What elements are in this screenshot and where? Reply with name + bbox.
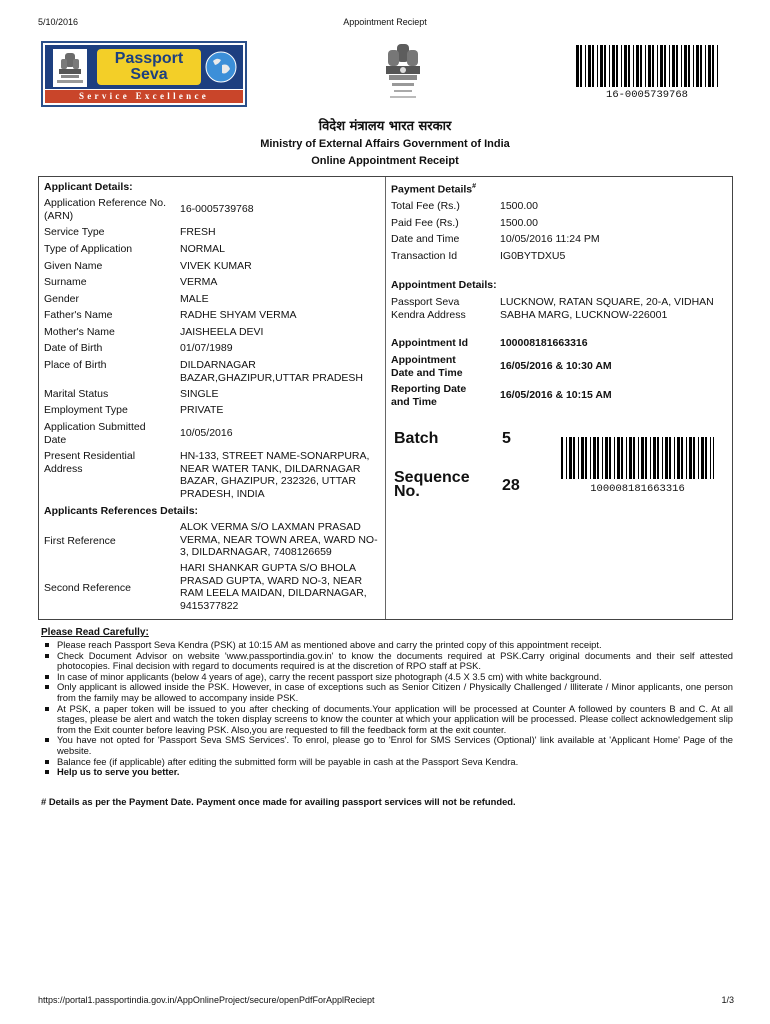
appointment-barcode-number: 100008181663316 — [590, 483, 685, 495]
employment-type-value: PRIVATE — [180, 404, 224, 416]
dob-value: 01/07/1989 — [180, 342, 233, 354]
barcode-bar — [629, 437, 632, 479]
ashoka-emblem-icon — [53, 49, 87, 87]
barcode-bar — [573, 437, 575, 479]
mother-name-value: JAISHEELA DEVI — [180, 326, 264, 338]
barcode-bar — [609, 437, 611, 479]
barcode-bar — [621, 437, 623, 479]
barcode-bar — [669, 437, 671, 479]
barcode-bar — [633, 45, 634, 87]
barcode-bar — [660, 45, 663, 87]
barcode-bar — [624, 45, 627, 87]
print-url: https://portal1.passportindia.gov.in/AppOnlineProject/secure/openPdfForApplReciept — [38, 995, 375, 1005]
national-emblem-icon — [372, 38, 434, 108]
print-title: Appointment Reciept — [343, 17, 427, 27]
barcode-bar — [581, 437, 584, 479]
barcode-bar — [588, 45, 591, 87]
total-fee-value: 1500.00 — [500, 200, 538, 212]
payment-note: # Details as per the Payment Date. Payment once made for availing passport services will not be refunded. — [41, 796, 516, 807]
instructions-list — [40, 640, 733, 778]
payment-datetime-label: Date and Time — [391, 233, 460, 245]
print-date: 5/10/2016 — [38, 17, 79, 27]
ministry-title: Ministry of External Affairs Government of India — [260, 138, 510, 150]
surname-label: Surname — [44, 276, 87, 288]
barcode-bar — [676, 45, 678, 87]
barcode-bar — [698, 437, 699, 479]
applicant-details-title: Applicant Details: — [44, 181, 133, 193]
barcode-bar — [561, 437, 563, 479]
psk-address-label: Passport Seva Kendra Address — [391, 296, 466, 321]
barcode-bar — [612, 45, 615, 87]
first-reference-label: First Reference — [44, 535, 116, 547]
barcode-bar — [665, 437, 668, 479]
barcode-bar — [638, 437, 639, 479]
payment-details-title: Payment Details# — [391, 183, 477, 196]
receipt-title: Online Appointment Receipt — [311, 155, 459, 167]
paid-fee-value: 1500.00 — [500, 217, 538, 229]
logo-name: Passport Seva — [97, 49, 201, 85]
transaction-id-value: IG0BYTDXU5 — [500, 250, 566, 262]
sequence-value: 28 — [502, 477, 520, 494]
dob-label: Date of Birth — [44, 342, 103, 354]
globe-icon — [205, 51, 237, 83]
barcode-bar — [617, 437, 620, 479]
application-type-value: NORMAL — [180, 243, 225, 255]
barcode-bar — [684, 45, 687, 87]
barcode-bar — [648, 45, 651, 87]
barcode-bar — [593, 437, 596, 479]
barcode-bar — [700, 45, 702, 87]
marital-status-value: SINGLE — [180, 388, 219, 400]
barcode-bar — [681, 437, 683, 479]
column-divider — [385, 177, 386, 619]
barcode-bar — [686, 437, 687, 479]
barcode-bar — [657, 437, 659, 479]
barcode-bar — [569, 437, 572, 479]
logo-tagline: Service Excellence — [45, 90, 243, 103]
batch-label: Batch — [394, 430, 439, 447]
service-type-value: FRESH — [180, 226, 216, 238]
reporting-datetime-label: Reporting Date and Time — [391, 383, 467, 408]
barcode-bar — [650, 437, 651, 479]
instruction-item: Help us to serve you better. — [40, 767, 733, 778]
barcode-bar — [641, 437, 644, 479]
employment-type-label: Employment Type — [44, 404, 128, 416]
appointment-barcode — [561, 437, 714, 479]
instruction-item: Balance fee (if applicable) after editing the submitted form will be payable in cash at the Passport Seva Kendra. — [40, 757, 733, 768]
barcode-bar — [600, 45, 603, 87]
appointment-id-value: 100008181663316 — [500, 337, 588, 349]
marital-status-label: Marital Status — [44, 388, 109, 400]
arn-value: 16-0005739768 — [180, 203, 254, 215]
second-reference-label: Second Reference — [44, 582, 131, 594]
gender-value: MALE — [180, 293, 209, 305]
reporting-datetime-value: 16/05/2016 & 10:15 AM — [500, 389, 612, 401]
print-page-number: 1/3 — [721, 995, 734, 1005]
instruction-item: You have not opted for 'Passport Seva SMS Services'. To enrol, please go to 'Enrol for SMS Services (Optional)' link available at 'Applicant Home' Page of the website. — [40, 735, 733, 756]
arn-barcode — [576, 45, 718, 87]
barcode-bar — [590, 437, 591, 479]
barcode-bar — [636, 45, 639, 87]
barcode-bar — [645, 45, 646, 87]
father-name-value: RADHE SHYAM VERMA — [180, 309, 297, 321]
application-type-label: Type of Application — [44, 243, 133, 255]
barcode-bar — [592, 45, 594, 87]
barcode-bar — [689, 437, 692, 479]
given-name-value: VIVEK KUMAR — [180, 260, 252, 272]
barcode-bar — [705, 45, 706, 87]
barcode-bar — [633, 437, 635, 479]
barcode-bar — [605, 437, 608, 479]
instructions-title: Please Read Carefully: — [41, 627, 149, 638]
place-of-birth-label: Place of Birth — [44, 359, 107, 371]
barcode-bar — [621, 45, 622, 87]
address-value: HN-133, STREET NAME-SONARPURA, NEAR WATER TANK, DILDARNAGAR BAZAR, GHAZIPUR, 232326, UTTAR PRADESH, INDIA — [180, 450, 370, 500]
instruction-item: Check Document Advisor on website 'www.passportindia.gov.in' to know the documents required at PSK.Carry original documents and their self attested photocopies. Final decision with regard to documents required is at the discretion of RPO staff at PSK. — [40, 651, 733, 672]
barcode-bar — [657, 45, 658, 87]
barcode-bar — [717, 45, 718, 87]
barcode-bar — [712, 45, 714, 87]
barcode-bar — [585, 437, 587, 479]
barcode-bar — [604, 45, 606, 87]
barcode-bar — [669, 45, 670, 87]
barcode-bar — [688, 45, 690, 87]
barcode-bar — [681, 45, 682, 87]
appointment-details-title: Appointment Details: — [391, 279, 497, 291]
barcode-bar — [602, 437, 603, 479]
barcode-bar — [693, 45, 694, 87]
passport-seva-logo — [41, 41, 247, 107]
second-reference-value: HARI SHANKAR GUPTA S/O BHOLA PRASAD GUPTA, WARD NO-3, NEAR RAM LEELA MAIDAN, DILDARNAGAR, 9415377822 — [180, 562, 367, 612]
ministry-hindi: विदेश मंत्रालय भारत सरकार — [318, 119, 452, 134]
barcode-bar — [696, 45, 699, 87]
instruction-item: In case of minor applicants (below 4 years of age), carry the recent passport size photograph (4.5 X 3.5 cm) with white background. — [40, 672, 733, 683]
appointment-datetime-label: Appointment Date and Time — [391, 354, 463, 379]
references-title: Applicants References Details: — [44, 505, 199, 517]
barcode-bar — [677, 437, 680, 479]
barcode-bar — [614, 437, 615, 479]
barcode-bar — [576, 45, 579, 87]
appointment-id-label: Appointment Id — [391, 337, 468, 349]
barcode-bar — [566, 437, 567, 479]
submitted-date-value: 10/05/2016 — [180, 427, 233, 439]
barcode-bar — [628, 45, 630, 87]
first-reference-value: ALOK VERMA S/O LAXMAN PRASAD VERMA, NEAR TOWN AREA, WARD NO-3, DILDARNAGAR, 7408126659 — [180, 521, 378, 558]
barcode-bar — [626, 437, 627, 479]
payment-datetime-value: 10/05/2016 11:24 PM — [500, 233, 600, 245]
total-fee-label: Total Fee (Rs.) — [391, 200, 460, 212]
transaction-id-label: Transaction Id — [391, 250, 458, 262]
submitted-date-label: Application Submitted Date — [44, 421, 146, 446]
surname-value: VERMA — [180, 276, 218, 288]
barcode-bar — [609, 45, 610, 87]
barcode-bar — [640, 45, 642, 87]
barcode-bar — [652, 45, 654, 87]
arn-barcode-number: 16-0005739768 — [606, 89, 688, 101]
instruction-item: At PSK, a paper token will be issued to you after checking of documents.Your application will be processed at Counter A followed by counters B and C. At all stages, please be alert and watch the token display screens to know the counter at which your application will be processed. Please collect acknowledgement slip from the Exit counter before leaving PSK. Also,you are requested to fill the feedback form at the exit counter. — [40, 704, 733, 736]
arn-label: Application Reference No. (ARN) — [44, 197, 166, 222]
mother-name-label: Mother's Name — [44, 326, 115, 338]
barcode-bar — [674, 437, 675, 479]
address-label: Present Residential Address — [44, 450, 136, 475]
barcode-bar — [645, 437, 647, 479]
barcode-bar — [616, 45, 618, 87]
barcode-bar — [693, 437, 695, 479]
barcode-bar — [597, 437, 599, 479]
barcode-bar — [597, 45, 598, 87]
appointment-datetime-value: 16/05/2016 & 10:30 AM — [500, 360, 612, 372]
sequence-label: Sequence No. — [394, 469, 470, 500]
batch-value: 5 — [502, 430, 511, 447]
barcode-bar — [710, 437, 711, 479]
instruction-item: Only applicant is allowed inside the PSK. However, in case of exceptions such as Senior Citizen / Physically Challenged / Illiterate / Minor applicants, one person from the family may be allowed to accompany inside PSK. — [40, 682, 733, 703]
barcode-bar — [701, 437, 704, 479]
barcode-bar — [708, 45, 711, 87]
barcode-bar — [580, 45, 582, 87]
gender-label: Gender — [44, 293, 80, 305]
given-name-label: Given Name — [44, 260, 103, 272]
paid-fee-label: Paid Fee (Rs.) — [391, 217, 459, 229]
barcode-bar — [585, 45, 586, 87]
place-of-birth-value: DILDARNAGAR BAZAR,GHAZIPUR,UTTAR PRADESH — [180, 359, 363, 384]
instruction-item: Please reach Passport Seva Kendra (PSK) at 10:15 AM as mentioned above and carry the printed copy of this appointment receipt. — [40, 640, 733, 651]
barcode-bar — [662, 437, 663, 479]
barcode-bar — [713, 437, 714, 479]
psk-address-value: LUCKNOW, RATAN SQUARE, 20-A, VIDHAN SABHA MARG, LUCKNOW-226001 — [500, 296, 714, 321]
service-type-label: Service Type — [44, 226, 105, 238]
barcode-bar — [672, 45, 675, 87]
barcode-bar — [578, 437, 579, 479]
barcode-bar — [705, 437, 707, 479]
barcode-bar — [653, 437, 656, 479]
barcode-bar — [664, 45, 666, 87]
father-name-label: Father's Name — [44, 309, 113, 321]
